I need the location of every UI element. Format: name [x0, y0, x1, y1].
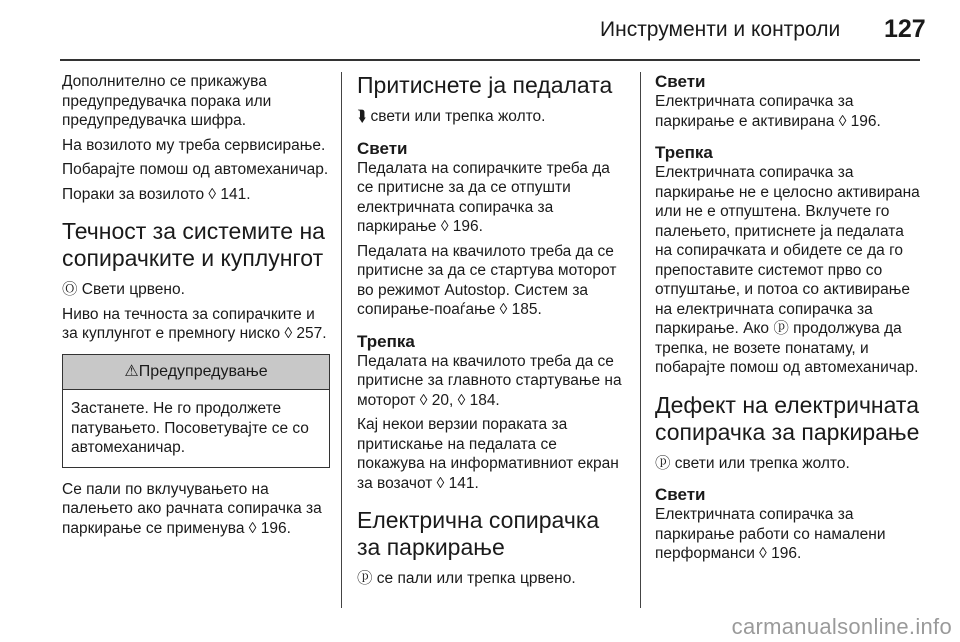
paragraph: Дополнително се прикажува предупредувачка порака или предупредувачка шифра.	[62, 73, 272, 129]
paragraph: Се пали по вклучувањето на палењето ако рачната сопирачка за паркирање се применува ◊ 196.	[62, 480, 322, 537]
paragraph: Ниво на течноста за сопирачките и за куплунгот е премногу ниско ◊ 257.	[62, 305, 327, 342]
paragraph: Педалата на сопирачките треба да се притисне за да се отпушти електричната сопирачка за паркирање ◊ 196.	[357, 159, 610, 235]
paragraph: Педалата на квачилото треба да се притисне за да се стартува моторот во режимот Autostop. Систем за сопирање-поаѓање ◊ 185.	[357, 242, 617, 318]
warning-box	[62, 354, 330, 468]
column-1	[62, 72, 330, 543]
paragraph: Кај некои верзии пораката за притискање на педалата се покажува на информативниот екран за возачот ◊ 141.	[357, 416, 619, 492]
indicator-line: ⓟ свети или трепка жолто.	[655, 454, 850, 472]
header-divider	[60, 59, 920, 61]
page-number: 127	[884, 15, 926, 43]
watermark: carmanualsonline.info	[731, 614, 952, 639]
subsection-heading: Свети	[655, 485, 706, 504]
column-divider-1	[341, 72, 342, 608]
section-heading: Притиснете ја педалата	[357, 72, 613, 98]
subsection-heading: Трепка	[655, 143, 713, 162]
paragraph: Електричната сопирачка за паркирање е активирана ◊ 196.	[655, 93, 881, 130]
subsection-heading: Свети	[357, 138, 408, 158]
section-heading: Електрична сопирачка за паркирање	[357, 507, 600, 560]
section-heading: Дефект на електричната сопирачка за паркирање	[655, 391, 920, 445]
paragraph: Педалата на квачилото треба да се притисне за главното стартување на моторот ◊ 20, ◊ 184.	[357, 352, 622, 409]
column-3	[655, 72, 923, 569]
cross-reference[interactable]: Пораки за возилото ◊ 141.	[62, 185, 251, 203]
paragraph: На возилото му треба сервисирање.	[62, 136, 326, 154]
indicator-line: ⮯ свети или трепка жолто.	[357, 108, 546, 125]
column-divider-2	[640, 72, 641, 608]
subsection-heading: Трепка	[357, 331, 415, 351]
paragraph: Електричната сопирачка за паркирање не е целосно активирана или не е отпуштена. Вклучете го палењето, притиснете ја педалата на сопирачката и обидете се да го препоставите системот прво со отпуштање, и потоа со активирање на електричната сопирачка за паркирање. Ако ⓟ продолжува да трепка, не возете понатаму, и побарајте помош од автомеханичар.	[655, 164, 920, 376]
column-2	[357, 72, 625, 594]
subsection-heading: Свети	[655, 72, 706, 91]
page-title: Инструменти и контроли	[600, 18, 841, 41]
section-heading: Течност за системите на сопирачките и куплунгот	[62, 218, 325, 271]
indicator-line: Ⓞ Свети црвено.	[62, 281, 185, 298]
indicator-line: ⓟ се пали или трепка црвено.	[357, 570, 576, 587]
warning-heading: ⚠Предупредување	[63, 355, 329, 391]
paragraph: Електричната сопирачка за паркирање работи со намалени перформанси ◊ 196.	[655, 506, 886, 562]
paragraph: Побарајте помош од автомеханичар.	[62, 161, 329, 178]
warning-text: Застанете. Не го продолжете патувањето. Посоветувајте се со автомеханичар.	[71, 400, 309, 456]
